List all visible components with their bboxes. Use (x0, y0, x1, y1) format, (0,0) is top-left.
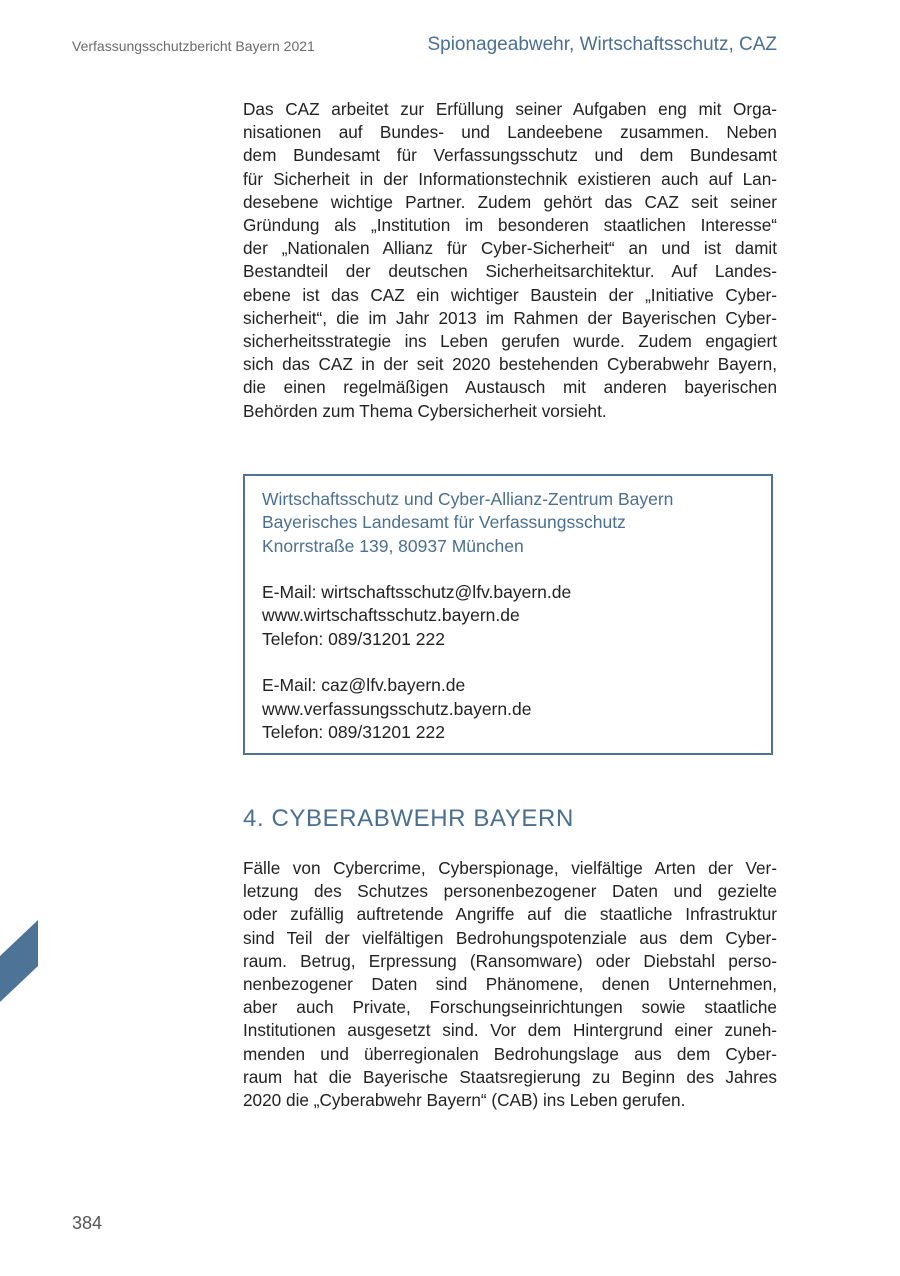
paragraph-line: ebene ist das CAZ ein wichtiger Baustein der „Initiative Cyber- (243, 284, 777, 305)
contact-content (262, 488, 673, 744)
paragraph-line: menden und überregionalen Bedrohungslage aus dem Cyber- (243, 1043, 777, 1064)
contact-organization: Wirtschaftsschutz und Cyber-Allianz-Zentrum Bayern (262, 489, 674, 509)
section-heading: 4. CYBERABWEHR BAYERN (243, 805, 574, 832)
paragraph-line: dem Bundesamt für Verfassungsschutz und dem Bundesamt (243, 145, 777, 166)
paragraph-line: aber auch Private, Forschungseinrichtungen sowie staatliche (243, 997, 777, 1018)
paragraph-line: Gründung als „Institution im besonderen staatlichen Interesse“ (243, 215, 777, 236)
paragraph-line: nisationen auf Bundes- und Landeebene zusammen. Neben (243, 122, 777, 143)
contact-website-link[interactable]: www.verfassungsschutz.bayern.de (262, 698, 532, 719)
paragraph-line: raum. Betrug, Erpressung (Ransomware) oder Diebstahl perso- (243, 950, 777, 971)
paragraph-line: Fälle von Cybercrime, Cyberspionage, vielfältige Arten der Ver- (243, 858, 777, 878)
page-number: 384 (72, 1213, 103, 1233)
paragraph-line: sicherheitsstrategie ins Leben gerufen wurde. Zudem engagiert (243, 331, 777, 352)
paragraph-line: sich das CAZ in der seit 2020 bestehenden Cyberabwehr Bayern, (243, 354, 777, 375)
paragraph-line: desebene wichtige Partner. Zudem gehört das CAZ seit seiner (243, 191, 777, 212)
paragraph-line: sind Teil der vielfältigen Bedrohungspotenziale aus dem Cyber- (243, 927, 777, 948)
paragraph-line: Behörden zum Thema Cybersicherheit vorsieht. (243, 400, 607, 421)
contact-email-link[interactable]: E-Mail: wirtschaftsschutz@lfv.bayern.de (262, 582, 572, 603)
running-header-chapter: Spionageabwehr, Wirtschaftsschutz, CAZ (427, 34, 777, 55)
paragraph-line: raum hat die Bayerische Staatsregierung zu Beginn des Jahres (243, 1066, 777, 1087)
paragraph-line: Bestandteil der deutschen Sicherheitsarchitektur. Auf Landes- (243, 261, 777, 282)
paragraph-line: oder zufällig auftretende Angriffe auf die staatliche Infrastruktur (243, 904, 777, 925)
paragraph-line: der „Nationalen Allianz für Cyber-Sicherheit“ an und ist damit (243, 238, 777, 259)
contact-box (243, 474, 773, 755)
section-paragraph (243, 857, 777, 1112)
paragraph-line: die einen regelmäßigen Austausch mit anderen bayerischen (243, 377, 777, 398)
contact-phone: Telefon: 089/31201 222 (262, 628, 445, 649)
contact-agency: Bayerisches Landesamt für Verfassungsschutz (262, 512, 626, 533)
contact-website-link[interactable]: www.wirtschaftsschutz.bayern.de (262, 605, 520, 626)
contact-phone: Telefon: 089/31201 222 (262, 721, 445, 742)
contact-email-link[interactable]: E-Mail: caz@lfv.bayern.de (262, 675, 466, 696)
paragraph-line: sicherheit“, die im Jahr 2013 im Rahmen der Bayerischen Cyber- (243, 307, 777, 328)
paragraph-line: für Sicherheit in der Informationstechnik existieren auch auf Lan- (243, 168, 777, 189)
contact-address: Knorrstraße 139, 80937 München (262, 535, 524, 556)
chapter-tab-marker (0, 920, 38, 1002)
paragraph-line: Das CAZ arbeitet zur Erfüllung seiner Aufgaben eng mit Orga- (243, 99, 777, 119)
paragraph-line: nenbezogener Daten sind Phänomene, denen Unternehmen, (243, 974, 777, 995)
paragraph-line: 2020 die „Cyberabwehr Bayern“ (CAB) ins Leben gerufen. (243, 1090, 686, 1111)
paragraph-line: letzung des Schutzes personenbezogener Daten und gezielte (243, 881, 777, 902)
paragraph-line: Institutionen ausgesetzt sind. Vor dem Hintergrund einer zuneh- (243, 1020, 777, 1041)
running-header-title: Verfassungsschutzbericht Bayern 2021 (72, 38, 315, 54)
intro-paragraph (243, 98, 777, 423)
